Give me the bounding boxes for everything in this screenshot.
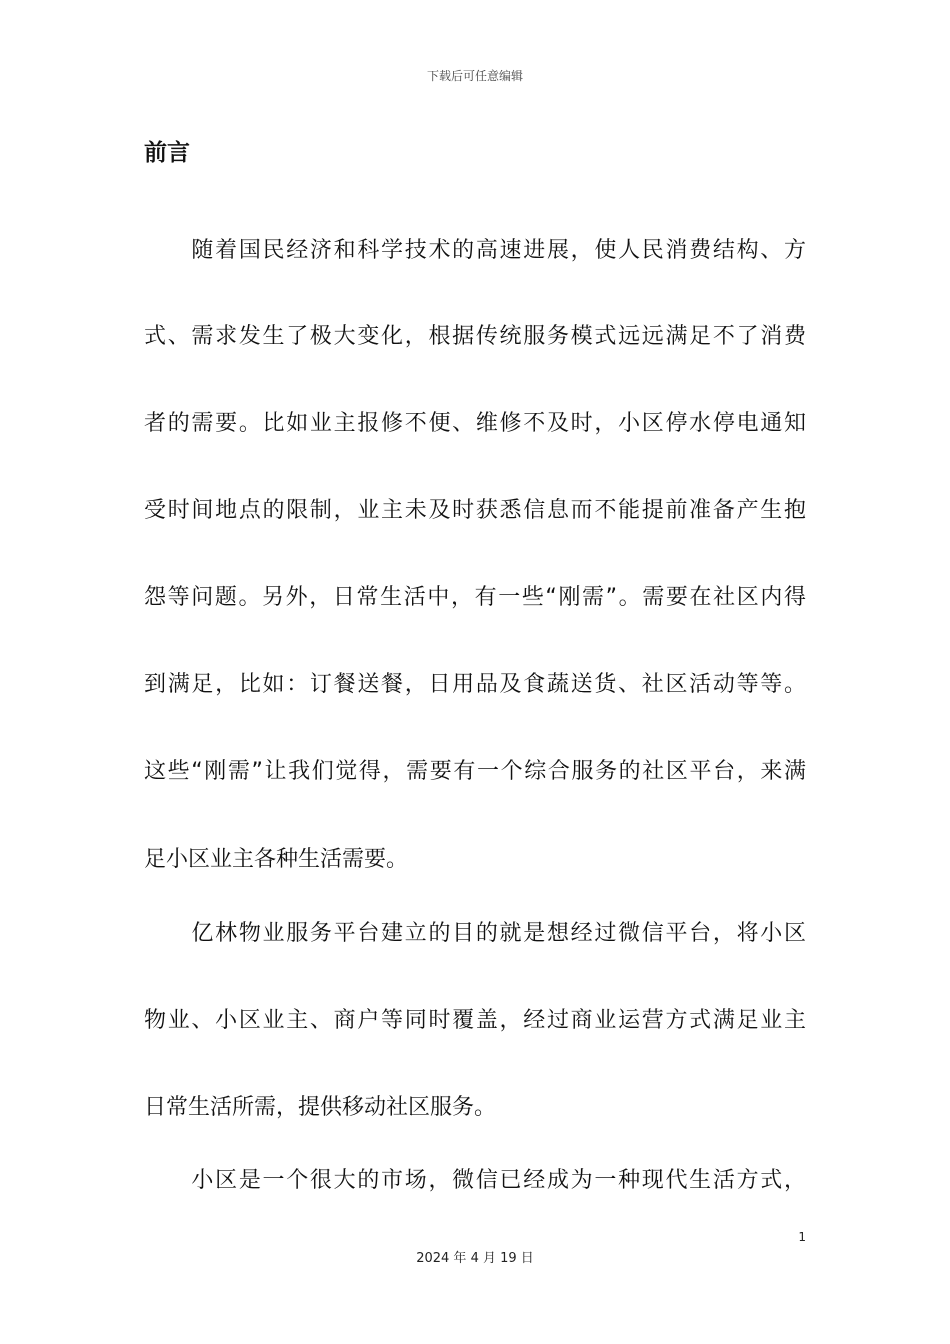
section-heading: 前言 xyxy=(144,140,190,166)
paragraph-line: 到满足，比如：订餐送餐，日用品及食蔬送货、社区活动等等。 xyxy=(144,672,806,697)
paragraph-line: 物业、小区业主、商户等同时覆盖，经过商业运营方式满足业主 xyxy=(144,1008,806,1033)
paragraph-line: 亿林物业服务平台建立的目的就是想经过微信平台，将小区 xyxy=(144,921,806,946)
paragraph-line: 怨等问题。另外，日常生活中，有一些“刚需”。需要在社区内得 xyxy=(144,585,806,610)
paragraph-line: 日常生活所需，提供移动社区服务。 xyxy=(144,1095,497,1120)
paragraph-line: 受时间地点的限制，业主未及时获悉信息而不能提前准备产生抱 xyxy=(144,498,806,523)
paragraph-line: 足小区业主各种生活需要。 xyxy=(144,847,409,872)
paragraph-line: 式、需求发生了极大变化，根据传统服务模式远远满足不了消费 xyxy=(144,324,806,349)
paragraph-line: 这些“刚需”让我们觉得，需要有一个综合服务的社区平台，来满 xyxy=(144,759,806,784)
page-number: 1 xyxy=(798,1230,806,1244)
page-header: 下载后可任意编辑 xyxy=(426,69,523,83)
paragraph-line: 小区是一个很大的市场，微信已经成为一种现代生活方式， xyxy=(144,1168,806,1193)
paragraph-line: 者的需要。比如业主报修不便、维修不及时，小区停水停电通知 xyxy=(144,411,806,436)
paragraph-line: 随着国民经济和科学技术的高速进展，使人民消费结构、方 xyxy=(144,238,806,263)
page-footer-date: 2024 年 4 月 19 日 xyxy=(416,1251,534,1266)
